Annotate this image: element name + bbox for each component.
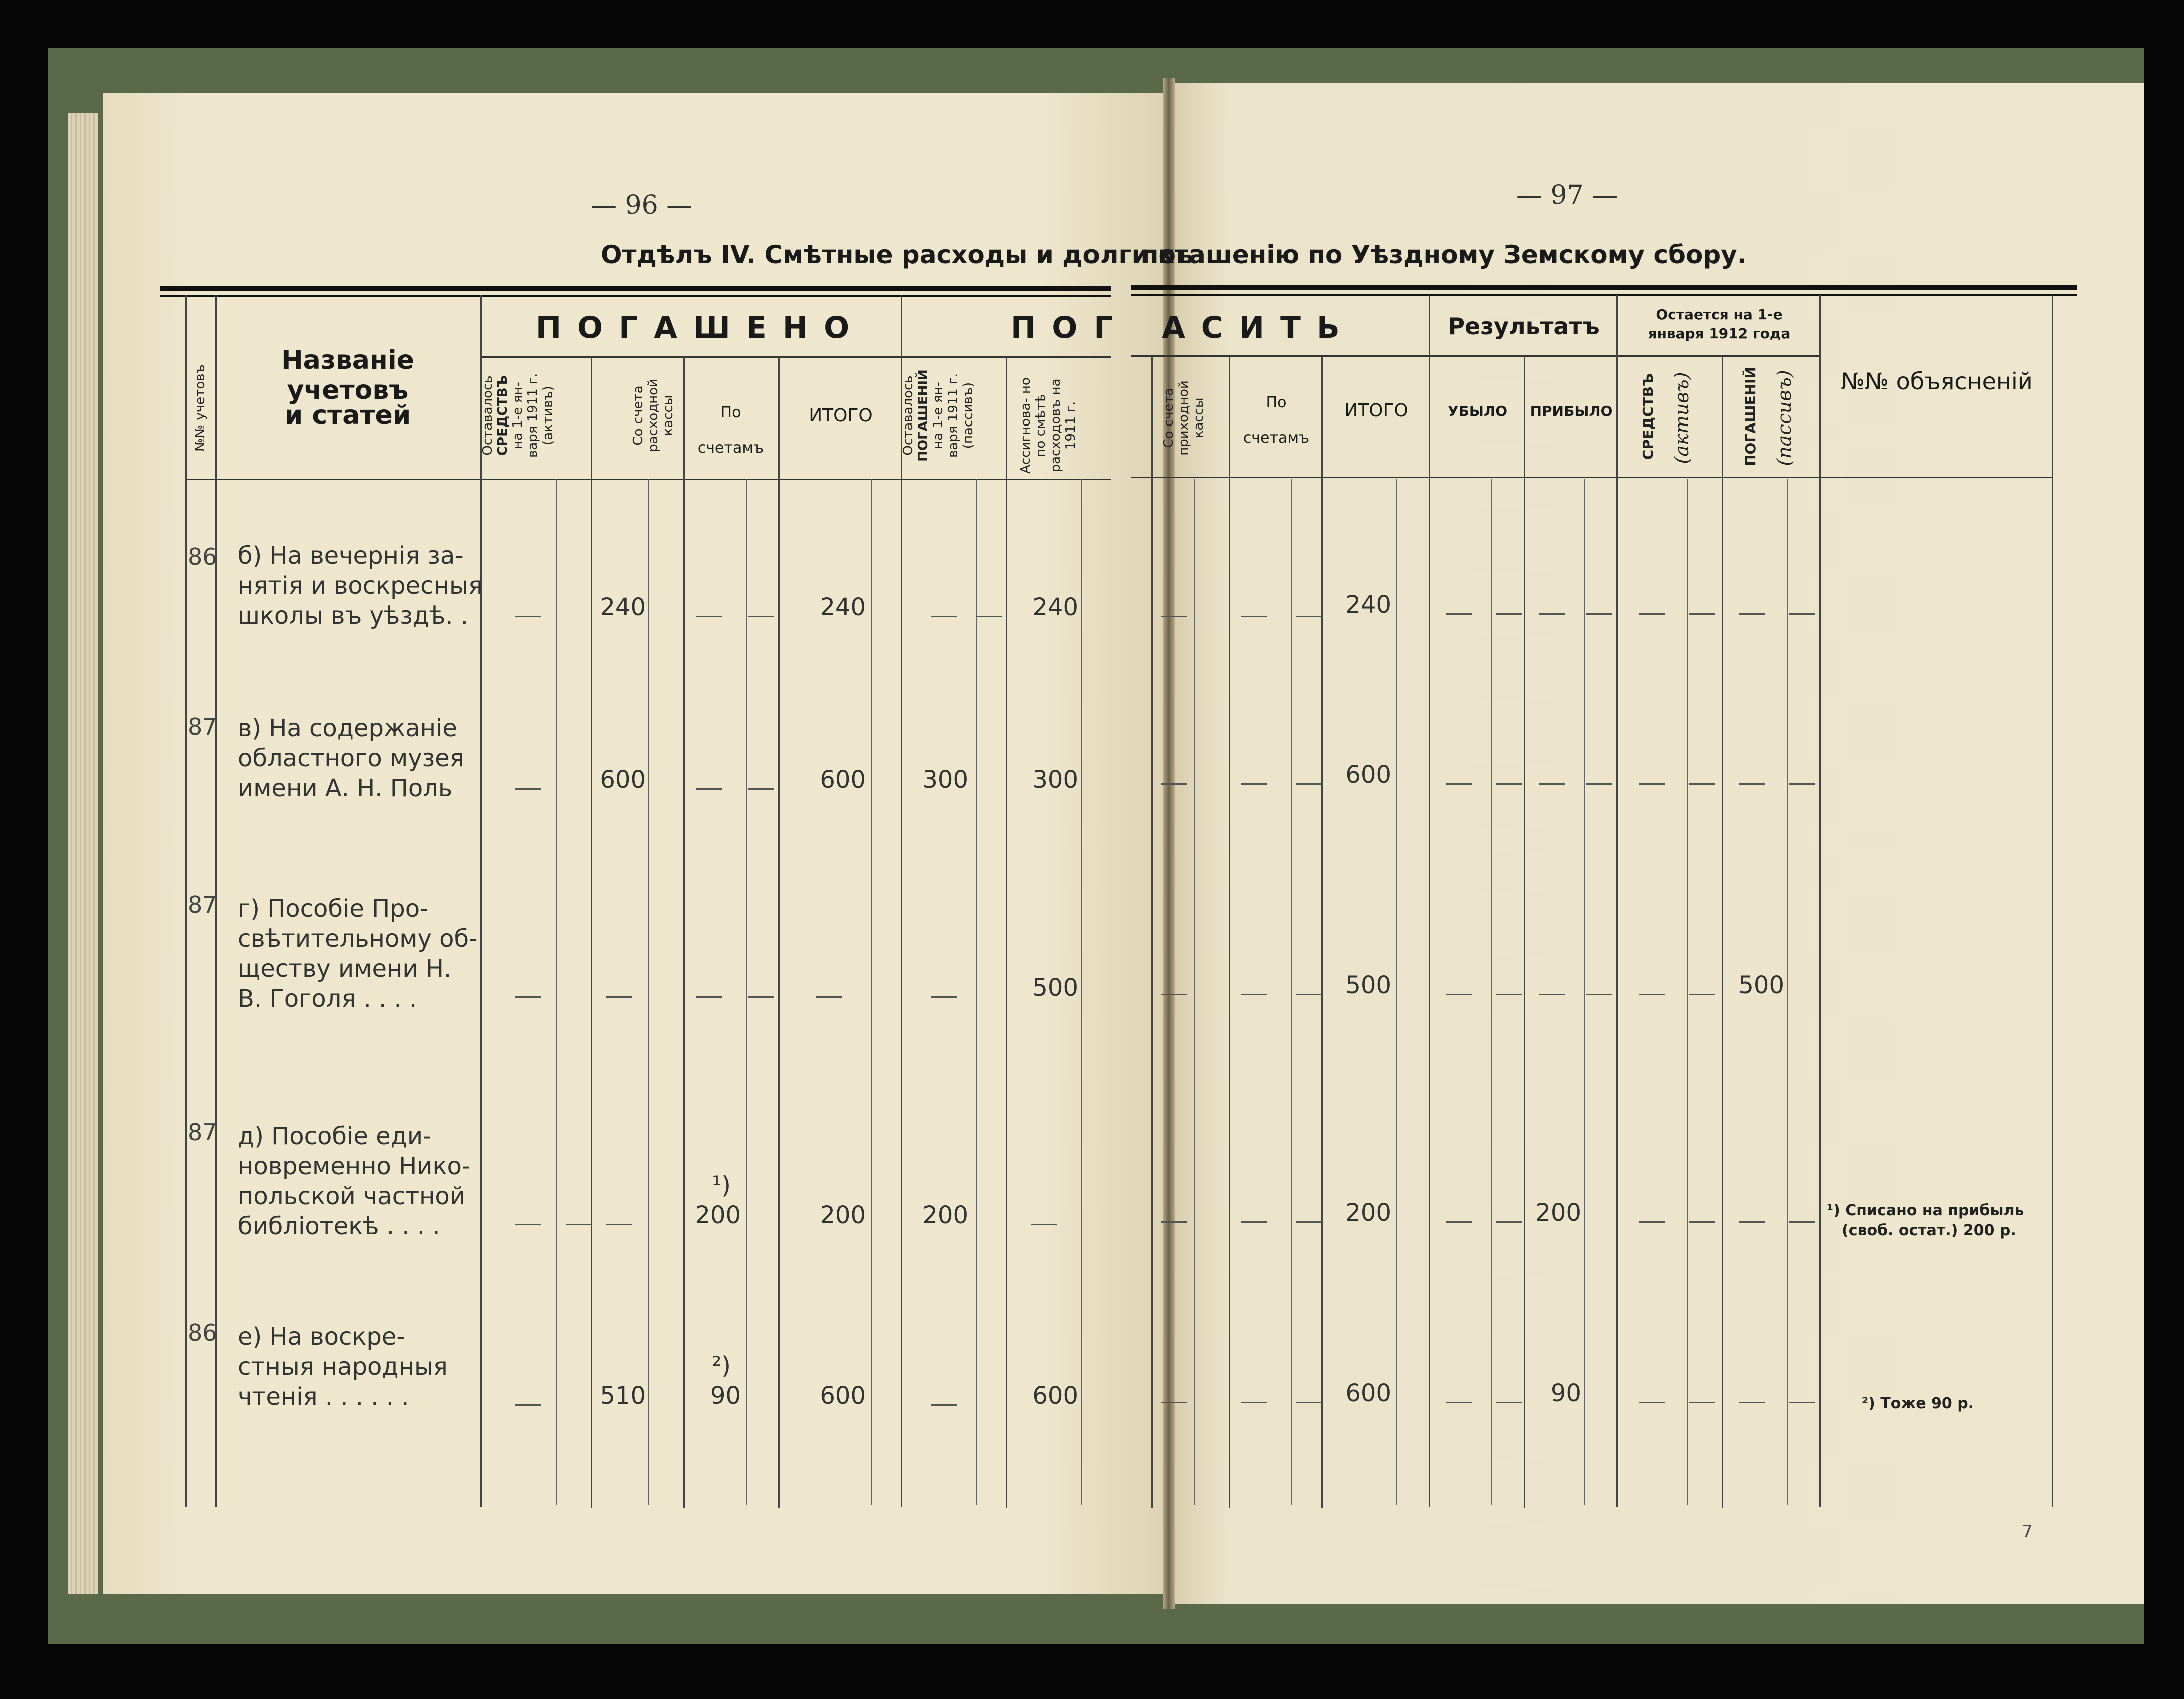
dash <box>696 788 722 790</box>
cell-itogo: 200 <box>820 1201 866 1229</box>
dash <box>1446 1402 1472 1403</box>
header-line-2 <box>1131 355 1819 357</box>
row-name-line: школы въ уѣздѣ. . <box>238 602 468 630</box>
row-name-line: имени А. Н. Поль <box>238 774 453 802</box>
dash <box>748 996 774 998</box>
dash <box>931 616 957 617</box>
dash <box>1539 994 1565 995</box>
top-rule-left-thin <box>160 295 1111 297</box>
header-so-scheta-rashod: Со счета расходной кассы <box>631 379 676 452</box>
cell-itogo: 600 <box>820 1382 866 1410</box>
header-passiv: (пассивъ) <box>1773 370 1795 466</box>
left-page-number: — 96 — <box>591 190 693 220</box>
dash <box>1446 613 1472 615</box>
dash <box>1496 1221 1522 1223</box>
header-ostavalos-sredstv-1: Оставалось <box>480 375 495 456</box>
vline-thin <box>746 479 747 1505</box>
dash <box>1241 1221 1267 1223</box>
header-so-scheta-prihod: Со счета приходной кассы <box>1161 380 1206 456</box>
row-name-line: свѣтительному об- <box>238 925 478 953</box>
dash <box>1586 783 1612 785</box>
dash <box>1161 1402 1187 1403</box>
header-ostaetsya-1: Остается на 1-е <box>1656 306 1783 323</box>
row-num: 86 <box>188 1319 217 1346</box>
dash <box>976 616 1002 617</box>
cell-itogo2: 500 <box>1345 971 1391 999</box>
dash <box>1296 1402 1322 1403</box>
cell-itogo: 600 <box>820 766 866 794</box>
vline-thin <box>1687 479 1688 1505</box>
dash <box>1161 783 1187 785</box>
cell-itogo2: 240 <box>1345 591 1391 619</box>
title-right: погашенію по Уѣздному Земскому сбору. <box>1141 240 1747 269</box>
dash <box>1586 994 1612 995</box>
dash <box>1496 613 1522 615</box>
row-name-line: г) Пособіе Про- <box>238 895 429 923</box>
header-line-1 <box>480 356 1111 358</box>
dash <box>1639 1221 1665 1223</box>
vline <box>1524 356 1525 1508</box>
vline-thin <box>556 479 557 1505</box>
header-col-name-1: Названіе учетовъ <box>281 345 414 405</box>
dash <box>1689 1402 1715 1403</box>
dash <box>1161 1221 1187 1223</box>
dash <box>1446 994 1472 995</box>
vline <box>1616 295 1618 1507</box>
vline <box>683 356 685 1508</box>
top-rule-left <box>160 286 1111 291</box>
cell-assign: 300 <box>1032 766 1078 794</box>
header-bottom-line-right <box>1131 477 2052 478</box>
cell-pribylo: 90 <box>1550 1379 1581 1407</box>
row-name-line: польской частной <box>238 1182 465 1210</box>
vline <box>591 356 592 1508</box>
cell-so-scheta-rashod: 510 <box>600 1382 646 1410</box>
header-assignovano: Ассигнова- но по смѣтѣ расходовъ на 1911 г. <box>1018 377 1078 474</box>
header-sredstv: СРЕДСТВЪ <box>1640 373 1656 460</box>
vline <box>2052 295 2053 1507</box>
dash <box>696 616 722 617</box>
row-name-line: В. Гоголя . . . . <box>238 985 417 1013</box>
note-line: (своб. остат.) 200 р. <box>1842 1222 2016 1239</box>
dash <box>1639 613 1665 615</box>
right-page-number: — 97 — <box>1516 180 1618 210</box>
dash <box>1296 616 1322 617</box>
cell-itogo2: 200 <box>1345 1199 1391 1227</box>
row-name-line: новременно Нико- <box>238 1152 471 1180</box>
dash <box>1296 1221 1322 1223</box>
header-ostavalos-pogash-3: на 1-е ян- <box>931 382 946 449</box>
dash <box>1161 994 1187 995</box>
header-pribylo: ПРИБЫЛО <box>1530 403 1613 419</box>
dash <box>1639 994 1665 995</box>
header-pogasheno: ПОГАШЕНО <box>535 310 866 345</box>
header-obyasneniy: №№ объясненій <box>1841 368 2033 395</box>
page-edges <box>68 113 98 1594</box>
dash <box>515 1404 541 1406</box>
vline-thin <box>1291 479 1292 1505</box>
vline <box>185 295 187 1507</box>
dash <box>1789 1402 1815 1403</box>
cell-ost-pogash: 300 <box>922 766 968 794</box>
header-ostavalos-pogash-4: варя 1911 г. <box>946 373 961 458</box>
dash <box>606 996 632 998</box>
header-ostavalos-sredstv-4: варя 1911 г. <box>525 373 540 458</box>
header-ubylo: УБЫЛО <box>1448 403 1507 419</box>
header-aktiv: (активъ) <box>1671 372 1693 464</box>
dash <box>1739 783 1765 785</box>
dash <box>1241 783 1267 785</box>
title-left: Отдѣлъ IV. Смѣтные расходы и долги къ <box>601 240 1194 269</box>
dash <box>1496 1402 1522 1403</box>
cell-po-schetam: 90 <box>710 1382 741 1410</box>
dash <box>1161 616 1187 617</box>
cell-itogo2: 600 <box>1345 761 1391 789</box>
vline <box>778 356 780 1508</box>
vline <box>480 295 482 1507</box>
cell-so-scheta-rashod: 240 <box>600 593 646 621</box>
header-col-num: №№ учетовъ <box>193 364 208 452</box>
dash <box>1689 613 1715 615</box>
dash <box>1689 783 1715 785</box>
row-name-line: ществу имени Н. <box>238 955 452 983</box>
header-ostavalos-sredstv-3: на 1-е ян- <box>510 382 525 449</box>
dash <box>816 996 842 998</box>
row-name-line: чтенія . . . . . . <box>238 1383 409 1411</box>
vline <box>1229 356 1230 1508</box>
top-rule-right <box>1131 285 2077 290</box>
dash <box>1586 613 1612 615</box>
row-name-line: областного музея <box>238 744 464 772</box>
header-ostavalos-pogash-2: ПОГАШЕНІЙ <box>916 369 931 462</box>
cell-pribylo: 200 <box>1535 1199 1581 1227</box>
note-line: ¹) Списано на прибыль <box>1827 1202 2024 1219</box>
dash <box>931 996 957 998</box>
header-ostavalos-pogash-1: Оставалось <box>901 375 916 456</box>
dash <box>515 616 541 617</box>
dash <box>1539 613 1565 615</box>
header-ostavalos-sredstv-5: (активъ) <box>540 386 556 445</box>
cell-itogo2: 600 <box>1345 1379 1391 1407</box>
header-ostavalos-pogash-5: (пассивъ) <box>961 382 976 449</box>
header-ostavalos-sredstv-2: СРЕДСТВЪ <box>495 375 510 456</box>
dash <box>1789 783 1815 785</box>
row-num: 87 <box>188 891 217 918</box>
row-name-line: библіотекѣ . . . . <box>238 1212 440 1240</box>
dash <box>1789 1221 1815 1223</box>
vline <box>1321 356 1323 1508</box>
dash <box>1296 994 1322 995</box>
dash <box>1639 1402 1665 1403</box>
book-gutter <box>1163 78 1175 1609</box>
dash <box>931 1404 957 1406</box>
dash <box>1496 994 1522 995</box>
header-itogo: ИТОГО <box>809 405 873 426</box>
dash <box>748 788 774 790</box>
header-rezultat: Результатъ <box>1448 313 1600 340</box>
dash <box>696 996 722 998</box>
dash <box>1689 1221 1715 1223</box>
dash <box>1241 1402 1267 1403</box>
row-num: 87 <box>188 713 217 740</box>
vline <box>901 295 902 1507</box>
vline-thin <box>976 479 977 1505</box>
dash <box>1031 1224 1057 1225</box>
row-name-line: нятія и воскресныя <box>238 572 483 600</box>
dash <box>1296 783 1322 785</box>
dash <box>1639 783 1665 785</box>
cell-assign: 240 <box>1032 593 1078 621</box>
row-num: 87 <box>188 1119 217 1146</box>
dash <box>1496 783 1522 785</box>
cell-assign: 500 <box>1032 974 1078 1002</box>
dash <box>1446 783 1472 785</box>
vline-thin <box>1194 479 1195 1505</box>
dash <box>748 616 774 617</box>
footer-number: 7 <box>2022 1522 2033 1542</box>
header-po-schetam: По счетамъ <box>697 404 764 457</box>
cell-itogo: 240 <box>820 593 866 621</box>
dash <box>515 996 541 998</box>
cell-po-schetam: 200 <box>695 1201 741 1229</box>
row-name-line: б) На вечернія за- <box>238 542 464 570</box>
vline-thin <box>1491 479 1492 1505</box>
dash <box>1739 1221 1765 1223</box>
cell-assign: 600 <box>1032 1382 1078 1410</box>
row-name-line: д) Пособіе еди- <box>238 1122 432 1150</box>
note-line: ²) Тоже 90 р. <box>1862 1395 1974 1412</box>
vline <box>1006 356 1007 1508</box>
header-pogasit-right: АСИТЬ <box>1162 310 1356 345</box>
footnote-mark: ²) <box>712 1352 731 1380</box>
dash <box>1739 613 1765 615</box>
dash <box>606 1224 632 1225</box>
row-name-line: е) На воскре- <box>238 1323 405 1351</box>
header-pogasit-left: ПОГ <box>1011 310 1129 345</box>
dash <box>1446 1221 1472 1223</box>
row-name-line: в) На содержаніе <box>238 714 457 742</box>
dash <box>1241 994 1267 995</box>
dash <box>1689 994 1715 995</box>
cell-ost-pogash: 200 <box>922 1201 968 1229</box>
vline <box>1151 356 1153 1508</box>
header-pogasheniy: ПОГАШЕНІЙ <box>1742 367 1759 466</box>
row-num: 86 <box>188 543 217 570</box>
footnote-mark: ¹) <box>712 1171 731 1199</box>
dash <box>1739 1402 1765 1403</box>
dash <box>1539 783 1565 785</box>
top-rule-right-thin <box>1131 294 2077 296</box>
dash <box>515 1224 541 1225</box>
vline-thin <box>1584 479 1585 1505</box>
cell-pogasheniy: 500 <box>1738 971 1784 999</box>
dash <box>1241 616 1267 617</box>
cell-so-scheta-rashod: 600 <box>600 766 646 794</box>
dash <box>566 1224 592 1225</box>
vline <box>1429 295 1430 1507</box>
header-itogo-2: ИТОГО <box>1344 400 1408 421</box>
vline-thin <box>648 479 649 1505</box>
vline <box>1722 356 1723 1508</box>
header-col-name-2: и статей <box>284 400 411 431</box>
vline-thin <box>1396 479 1397 1505</box>
vline-thin <box>1081 479 1082 1505</box>
dash <box>515 788 541 790</box>
vline-thin <box>871 479 872 1505</box>
header-ostaetsya-2: января 1912 года <box>1648 325 1791 342</box>
vline-thin <box>1787 479 1788 1505</box>
dash <box>1789 613 1815 615</box>
vline <box>1819 295 1821 1507</box>
header-po-schetam-2: По счетамъ <box>1243 394 1310 447</box>
row-name-line: стныя народныя <box>238 1353 448 1381</box>
